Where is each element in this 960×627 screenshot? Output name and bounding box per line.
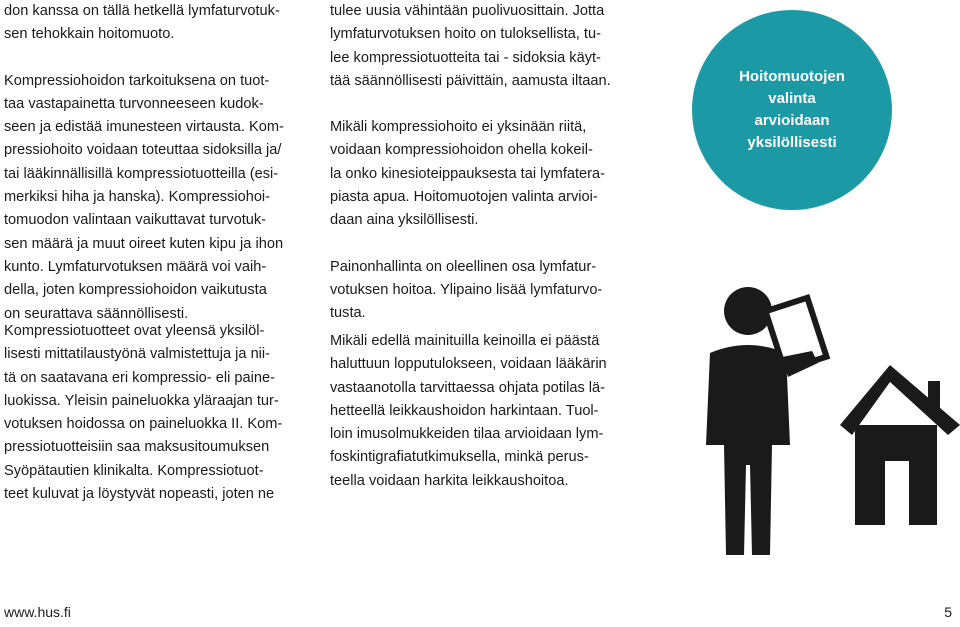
highlight-circle	[692, 10, 892, 210]
text-line: tai lääkinnällisillä kompressiotuotteilla (esi-	[4, 165, 279, 182]
text-line: Kompressiohoidon tarkoituksena on tuot-	[4, 72, 270, 89]
column-2-top-text	[330, 0, 611, 326]
person-body	[706, 345, 790, 555]
text-line: tä on saatavana eri kompressio- eli paine-	[4, 369, 275, 386]
paragraph-gap	[330, 233, 611, 256]
text-line: luokissa. Yleisin paineluokka yläraajan tur-	[4, 392, 279, 409]
text-line: voidaan kompressiohoidon ohella kokeil-	[330, 142, 593, 159]
circle-line: Hoitomuotojen	[739, 68, 845, 85]
text-line: daan aina yksilöllisesti.	[330, 212, 479, 229]
text-line: hetteellä leikkaushoidon harkintaan. Tuol-	[330, 402, 599, 419]
text-line: tomuodon valintaan vaikuttavat turvotuk-	[4, 212, 267, 229]
text-line: teella voidaan harkita leikkaushoitoa.	[330, 472, 569, 489]
text-line: lee kompressiotuotteita tai - sidoksia käyt-	[330, 49, 601, 66]
column-2-bottom-text	[330, 330, 607, 493]
column-1-bottom-text	[4, 320, 282, 506]
text-line: kunto. Lymfaturvotuksen määrä voi vaih-	[4, 258, 267, 275]
text-line: Syöpätautien klinikalta. Kompressiotuot-	[4, 462, 264, 479]
text-line: loin imusolmukkeiden tilaa arvioidaan lym-	[330, 426, 604, 443]
text-line: vastaanotolla tarvittaessa ohjata potilas lä-	[330, 379, 606, 396]
paragraph-gap	[4, 47, 284, 70]
paragraph-gap	[330, 93, 611, 116]
house-door	[885, 461, 909, 525]
text-line: Mikäli kompressiohoito ei yksinään riitä,	[330, 119, 587, 136]
person-with-clipboard-and-house-icon	[690, 285, 960, 565]
text-line: Mikäli edellä mainituilla keinoilla ei päästä	[330, 333, 600, 349]
text-line: merkiksi hiha ja hanska). Kompressiohoi-	[4, 189, 271, 206]
text-line: pressiotuotteisiin saa maksusitoumuksen	[4, 439, 270, 456]
text-line: pressiohoito voidaan toteuttaa sidoksilla ja/	[4, 142, 282, 159]
column-1-top-text	[4, 0, 284, 326]
text-line: votuksen hoitoa. Ylipaino lisää lymfaturvo-	[330, 281, 603, 298]
text-line: teet kuluvat ja löystyvät nopeasti, joten ne	[4, 486, 275, 503]
footer-website[interactable]: www.hus.fi	[4, 604, 71, 620]
text-line: don kanssa on tällä hetkellä lymfaturvotuk-	[4, 3, 280, 19]
text-line: haluttuun lopputulokseen, voidaan lääkärin	[330, 356, 607, 373]
text-line: lisesti mittatilaustyönä valmistettuja ja nii-	[4, 346, 271, 363]
text-line: on seurattava säännöllisesti.	[4, 305, 189, 322]
text-line: della, joten kompressiohoidon vaikutusta	[4, 282, 267, 299]
page-number: 5	[944, 604, 952, 620]
text-line: piasta apua. Hoitomuotojen valinta arvioi-	[330, 189, 598, 206]
circle-line: yksilöllisesti	[747, 134, 837, 151]
text-line: votuksen hoidossa on paineluokka II. Kom-	[4, 416, 283, 433]
text-line: tää säännöllisesti päivittäin, aamusta iltaan.	[330, 72, 611, 89]
text-line: la onko kinesioteippauksesta tai lymfatera-	[330, 165, 605, 182]
circle-line: valinta	[768, 90, 816, 107]
text-line: seen ja edistää imunesteen virtausta. Kom-	[4, 119, 284, 136]
text-line: Painonhallinta on oleellinen osa lymfatur-	[330, 258, 597, 275]
circle-line: arvioidaan	[754, 112, 830, 129]
text-line: tulee uusia vähintään puolivuosittain. Jotta	[330, 3, 605, 19]
text-line: Kompressiotuotteet ovat yleensä yksilöl-	[4, 323, 265, 339]
text-line: taa vastapainetta turvonneeseen kudok-	[4, 95, 264, 112]
text-line: sen tehokkain hoitomuoto.	[4, 26, 175, 43]
text-line: foskintigrafiatutkimuksella, minkä perus-	[330, 449, 589, 466]
text-line: tusta.	[330, 305, 366, 322]
text-line: sen määrä ja muut oireet kuten kipu ja ihon	[4, 235, 284, 252]
text-line: lymfaturvotuksen hoito on tuloksellista, tu-	[330, 26, 601, 43]
